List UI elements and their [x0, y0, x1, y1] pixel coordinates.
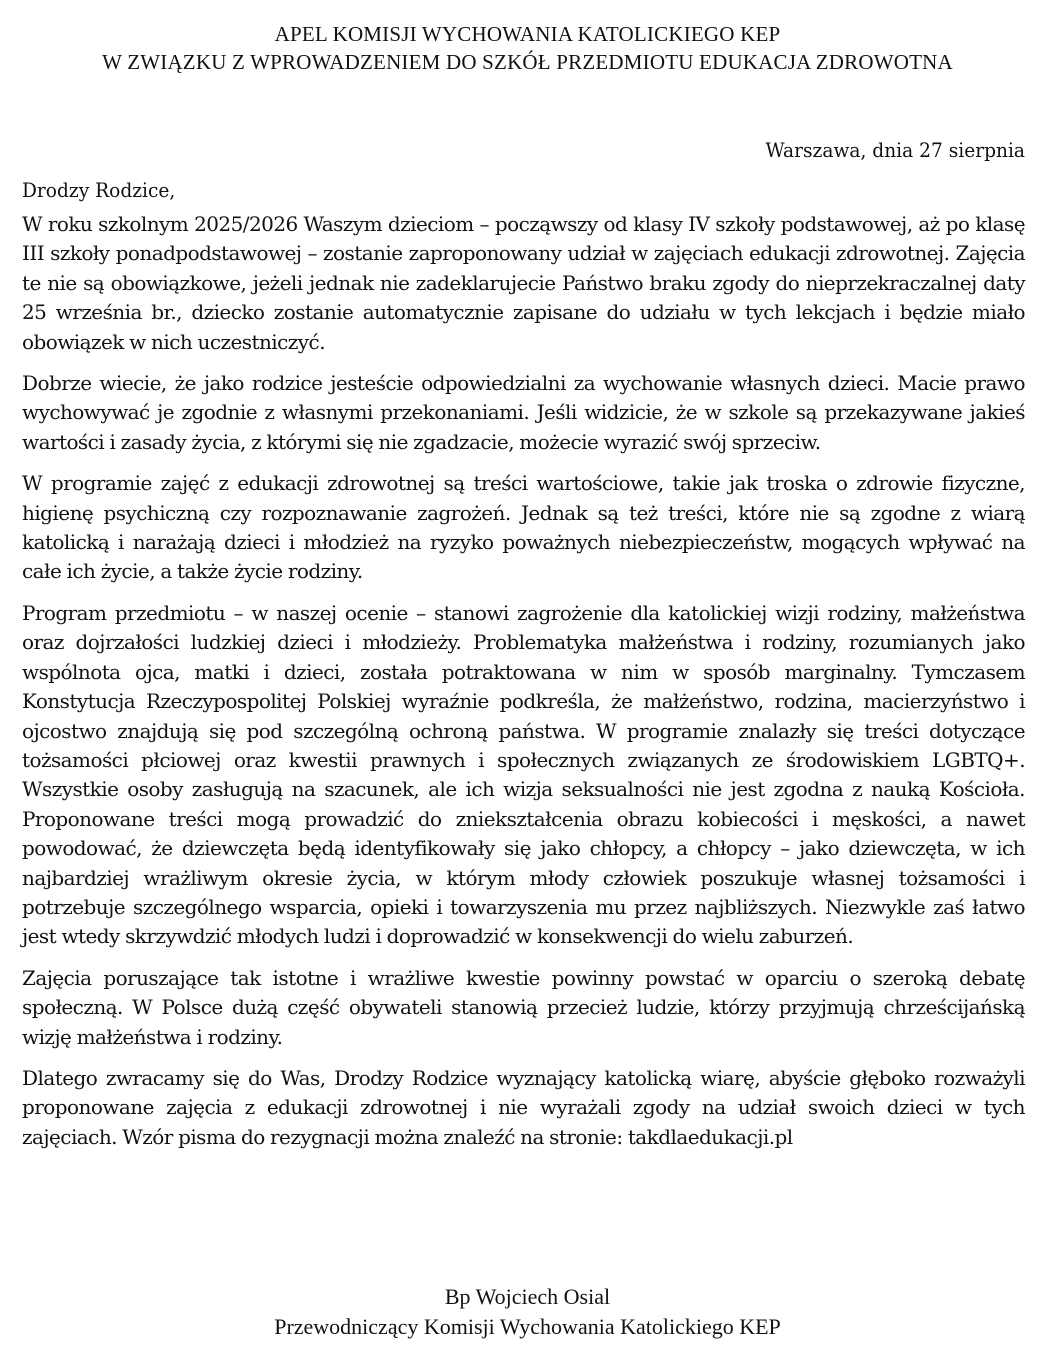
signature-block [0, 1282, 1055, 1342]
signature-name: Bp Wojciech Osial [444, 1284, 611, 1309]
paragraph-6: Dlatego zwracamy się do Was, Drodzy Rodzice wyznający katolicką wiarę, abyście głęboko rozważyli proponowane zajęcia z edukacji zdrowotnej i nie wyrażali zgody na udział swoich dzieci w tych zajęciach. Wzór pisma do rezygnacji można znaleźć na stronie: takdlaedukacji.pl [22, 1065, 1025, 1149]
paragraph-5: Zajęcia poruszające tak istotne i wrażliwe kwestie powinny powstać w oparciu o szeroką debatę społeczną. W Polsce dużą część obywateli stanowią przecież ludzie, którzy przyjmują chrześcijańską wizję małżeństwa i rodziny. [22, 965, 1025, 1049]
letter-date: Warszawa, dnia 27 sierpnia [765, 138, 1025, 162]
letter-body [22, 210, 1025, 1164]
paragraph-3: W programie zajęć z edukacji zdrowotnej są treści wartościowe, takie jak troska o zdrowie fizyczne, higienę psychiczną czy rozpoznawanie zagrożeń. Jednak są też treści, które nie są zgodne z wiarą katolicką i narażają dzieci i młodzież na ryzyko poważnych niebezpieczeństw, mogących wpływać na całe ich życie, a także życie rodziny. [22, 471, 1025, 584]
paragraph-2: Dobrze wiecie, że jako rodzice jesteście odpowiedzialni za wychowanie własnych dzieci. Macie prawo wychowywać je zgodnie z własnymi przekonaniami. Jeśli widzicie, że w szkole są przekazywane jakieś wartości i zasady życia, z którymi się nie zgadzacie, możecie wyrazić swój sprzeciw. [22, 371, 1025, 454]
paragraph-1: W roku szkolnym 2025/2026 Waszym dzieciom – począwszy od klasy IV szkoły podstawowej, aż po klasę III szkoły ponadpodstawowej – zostanie zaproponowany udział w zajęciach edukacji zdrowotnej. Zajęcia te nie są obowiązkowe, jeżeli jednak nie zadeklarujecie Państwo braku zgody do nieprzekraczalnej daty 25 września br., dziecko zostanie automatycznie zapisane do udziału w tych lekcjach i będzie miało obowiązek w nich uczestniczyć. [22, 212, 1025, 354]
salutation: Drodzy Rodzice, [22, 178, 176, 202]
paragraph-4: Program przedmiotu – w naszej ocenie – stanowi zagrożenie dla katolickiej wizji rodziny, małżeństwa oraz dojrzałości ludzkiej dzieci i młodzieży. Problematyka małżeństwa i rodziny, rozumianych jako wspólnota ojca, matki i dzieci, została potraktowana w nim w sposób marginalny. Tymczasem Konstytucja Rzeczypospolitej Polskiej wyraźnie podkreśla, że małżeństwo, rodzina, macierzyństwo i ojcostwo znajdują się pod szczególną ochroną państwa. W programie znalazły się treści dotyczące tożsamości płciowej oraz kwestii prawnych i społecznych związanych ze środowiskiem LGBTQ+. Wszystkie osoby zasługują na szacunek, ale ich wizja seksualności nie jest zgodna z nauką Kościoła. Proponowane treści mogą prowadzić do zniekształcenia obrazu kobiecości i męskości, a nawet powodować, że dziewczęta będą identyfikowały się jako chłopcy, a chłopcy – jako dziewczęta, w ich najbardziej wrażliwym okresie życia, w którym młody człowiek poszukuje własnej tożsamości i potrzebuje szczególnego wsparcia, opieki i towarzyszenia mu przez najbliższych. Niezwykle zaś łatwo jest wtedy skrzywdzić młodych ludzi i doprowadzić w konsekwencji do wielu zaburzeń. [22, 600, 1025, 949]
title-line-2: W ZWIĄZKU Z WPROWADZENIEM DO SZKÓŁ PRZEDMIOTU EDUKACJA ZDROWOTNA [102, 50, 953, 74]
title-line-1: APEL KOMISJI WYCHOWANIA KATOLICKIEGO KEP [274, 22, 781, 46]
signature-role: Przewodniczący Komisji Wychowania Katolickiego KEP [274, 1314, 781, 1339]
document-title [0, 20, 1055, 76]
